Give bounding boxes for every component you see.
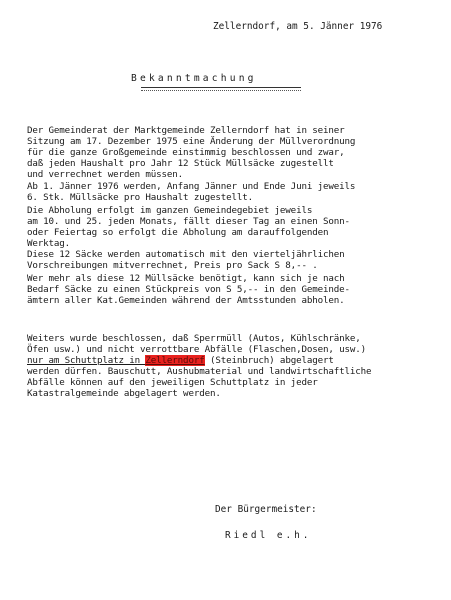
signature-role: Der Bürgermeister: xyxy=(215,504,317,515)
body-line: Der Gemeinderat der Marktgemeinde Zellerndorf hat in seiner xyxy=(27,125,345,136)
highlighted-place-name: Zellerndorf xyxy=(145,355,205,366)
body-line: Werktag. xyxy=(27,238,71,249)
body-line: Weiters wurde beschlossen, daß Sperrmüll (Autos, Kühlschränke, xyxy=(27,333,361,344)
body-line: ämtern aller Kat.Gemeinden während der Amtsstunden abholen. xyxy=(27,295,345,306)
body-line: Öfen usw.) und nicht verrottbare Abfälle (Flaschen,Dosen, usw.) xyxy=(27,344,367,355)
body-line: Vorschreibungen mitverrechnet, Preis pro Sack S 8,-- . xyxy=(27,260,318,271)
body-line: Die Abholung erfolgt im ganzen Gemeindegebiet jeweils xyxy=(27,205,313,216)
title-underline-dotted xyxy=(141,90,301,91)
body-line: daß jeden Haushalt pro Jahr 12 Stück Müllsäcke zugestellt xyxy=(27,158,334,169)
signature-name: Riedl e.h. xyxy=(225,530,312,541)
body-line: Katastralgemeinde abgelagert werden. xyxy=(27,388,221,399)
body-line: Diese 12 Säcke werden automatisch mit den vierteljährlichen xyxy=(27,249,345,260)
body-line: Wer mehr als diese 12 Müllsäcke benötigt, kann sich je nach xyxy=(27,273,345,284)
body-line: am 10. und 25. jeden Monats, fällt dieser Tag an einen Sonn- xyxy=(27,216,350,227)
body-line: werden dürfen. Bauschutt, Aushubmaterial und landwirtschaftliche xyxy=(27,366,372,377)
body-line: 6. Stk. Müllsäcke pro Haushalt zugestellt. xyxy=(27,192,254,203)
body-line-highlighted xyxy=(27,355,334,366)
body-line: für die ganze Großgemeinde einstimmig beschlossen und zwar, xyxy=(27,147,345,158)
body-line: Abfälle können auf den jeweiligen Schuttplatz in jeder xyxy=(27,377,318,388)
body-line: oder Feiertag so erfolgt die Abholung am darauffolgenden xyxy=(27,227,329,238)
title-underline xyxy=(141,87,301,88)
body-text: (Steinbruch) abgelagert xyxy=(204,355,334,366)
body-line: Sitzung am 17. Dezember 1975 eine Änderung der Müllverordnung xyxy=(27,136,356,147)
dateline: Zellerndorf, am 5. Jänner 1976 xyxy=(213,21,383,32)
underlined-text: nur am Schuttplatz in xyxy=(27,355,146,366)
body-line: Ab 1. Jänner 1976 werden, Anfang Jänner und Ende Juni jeweils xyxy=(27,181,356,192)
document-title: Bekanntmachung xyxy=(131,73,257,84)
body-line: Bedarf Säcke zu einen Stückpreis von S 5,-- in den Gemeinde- xyxy=(27,284,350,295)
body-line: und verrechnet werden müssen. xyxy=(27,169,184,180)
